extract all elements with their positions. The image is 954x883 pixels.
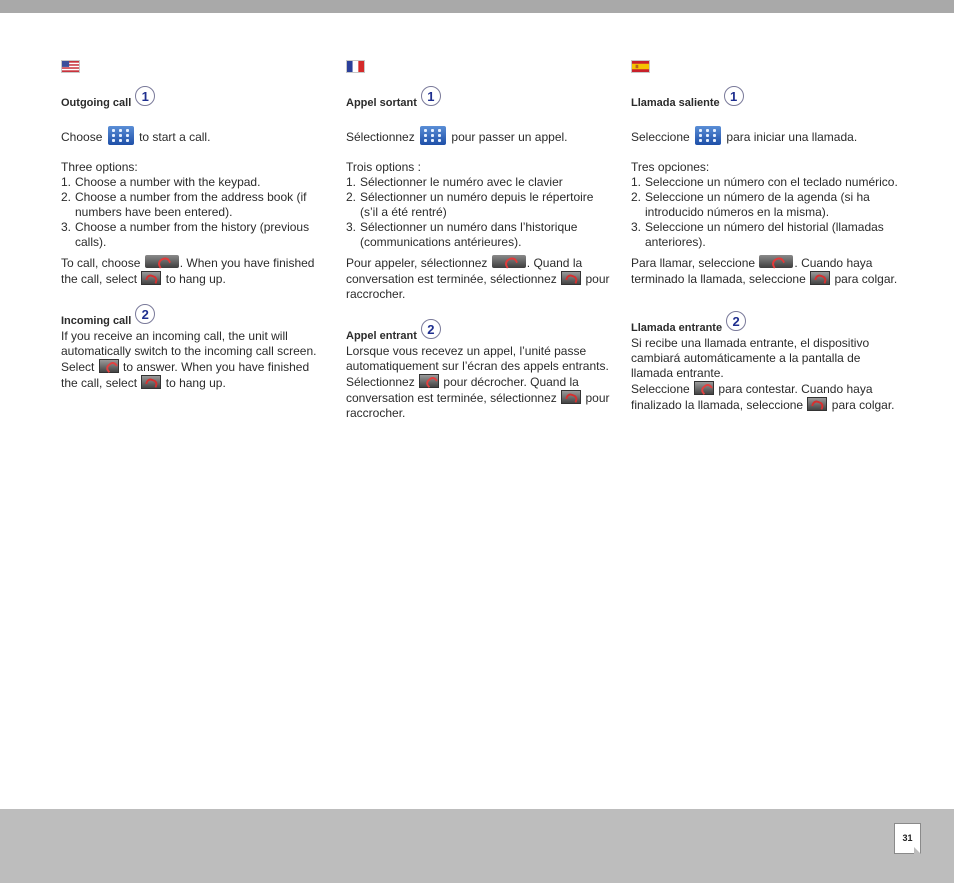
paragraph: Seleccione para contestar. Cuando haya finalizado la llamada, seleccione para colgar. [631, 382, 895, 412]
options-list [631, 175, 899, 250]
list-item: 1. Choose a number with the keypad. [61, 175, 261, 189]
step-badge: 2 [726, 311, 746, 331]
column-french [346, 60, 614, 421]
hang-up-icon [807, 397, 827, 411]
paragraph: Tres opciones: [631, 160, 710, 174]
hang-up-icon [141, 375, 161, 389]
paragraph: Si recibe una llamada entrante, el dispositivo cambiará automáticamente a la pantalla de llamada entrante. [631, 336, 870, 380]
hang-up-icon [561, 390, 581, 404]
section-title-incoming: Incoming call 2 [61, 305, 329, 329]
step-badge: 1 [421, 86, 441, 106]
paragraph: Select to answer. When you have finished the call, select to hang up. [61, 360, 310, 390]
bottom-bar [0, 809, 954, 883]
list-item: 3. Seleccione un número del historial (llamadas anteriores). [631, 220, 884, 249]
paragraph: Trois options : [346, 160, 421, 174]
options-list [346, 175, 614, 250]
keypad-icon [108, 126, 134, 145]
list-item: 2. Choose a number from the address book (if numbers have been entered). [61, 190, 307, 219]
list-item: 3. Choose a number from the history (previous calls). [61, 220, 310, 249]
answer-icon [694, 381, 714, 395]
section-title-incoming: Appel entrant 2 [346, 320, 614, 344]
paragraph: Seleccione para iniciar una llamada. [631, 126, 899, 145]
call-button-icon [492, 255, 526, 268]
step-badge: 2 [421, 319, 441, 339]
paragraph: Three options: [61, 160, 138, 174]
column-english [61, 60, 329, 391]
hang-up-icon [141, 271, 161, 285]
hang-up-icon [810, 271, 830, 285]
list-item: 1. Seleccione un número con el teclado numérico. [631, 175, 898, 189]
call-button-icon [145, 255, 179, 268]
fr-flag-icon [346, 60, 365, 73]
es-flag-icon [631, 60, 650, 73]
page-number: 31 [894, 823, 921, 854]
paragraph: If you receive an incoming call, the unit will automatically switch to the incoming call screen. [61, 329, 317, 358]
step-badge: 2 [135, 304, 155, 324]
top-bar [0, 0, 954, 13]
paragraph: Choose to start a call. [61, 126, 329, 145]
paragraph: Pour appeler, sélectionnez . Quand la conversation est terminée, sélectionnez pour raccrocher. [346, 256, 610, 301]
column-spanish [631, 60, 899, 413]
paragraph: Sélectionnez pour passer un appel. [346, 126, 614, 145]
step-badge: 1 [135, 86, 155, 106]
section-title-outgoing: Outgoing call 1 [61, 87, 329, 111]
section-title-incoming: Llamada entrante 2 [631, 312, 899, 336]
step-badge: 1 [724, 86, 744, 106]
paragraph: Lorsque vous recevez un appel, l’unité passe automatiquement sur l’écran des appels entrants. Sélectionnez pour décrocher. Quand la conversation est terminée, sélectionnez pour raccrocher. [346, 344, 610, 420]
list-item: 2. Seleccione un número de la agenda (si ha introducido números en la misma). [631, 190, 870, 219]
keypad-icon [420, 126, 446, 145]
answer-icon [419, 374, 439, 388]
section-title-outgoing: Appel sortant 1 [346, 87, 614, 111]
list-item: 2. Sélectionner un numéro depuis le répertoire (s’il a été rentré) [346, 190, 594, 219]
list-item: 3. Sélectionner un numéro dans l’historique (communications antérieures). [346, 220, 578, 249]
list-item: 1. Sélectionner le numéro avec le clavier [346, 175, 563, 189]
paragraph: Para llamar, seleccione . Cuando haya terminado la llamada, seleccione para colgar. [631, 256, 898, 286]
answer-icon [99, 359, 119, 373]
us-flag-icon [61, 60, 80, 73]
keypad-icon [695, 126, 721, 145]
section-title-outgoing: Llamada saliente 1 [631, 87, 899, 111]
options-list [61, 175, 329, 250]
paragraph: To call, choose . When you have finished the call, select to hang up. [61, 256, 315, 286]
hang-up-icon [561, 271, 581, 285]
call-button-icon [759, 255, 793, 268]
